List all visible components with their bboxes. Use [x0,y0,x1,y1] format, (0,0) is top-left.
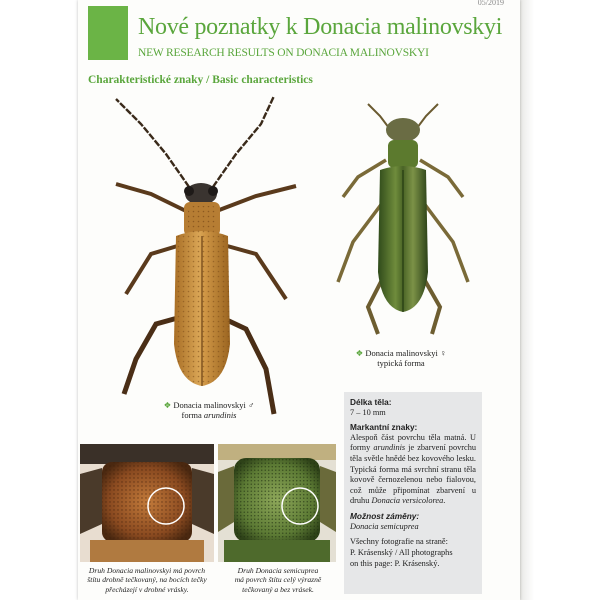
section-heading: Charakteristické znaky / Basic characteristics [88,74,313,86]
magazine-spine [520,0,534,600]
length-heading: Délka těla: [350,397,392,407]
malinovskyi-photo-caption: Druh Donacia malinovskyi má povrch štítu drobně tečkovaný, na bocích tečky přecházejí v drobné vrásky. [87,566,207,594]
semicuprea-photo-caption: Druh Donacia semicuprea má povrch štítu celý výrazně tečkovaný a bez vrásek. [234,566,322,594]
species-info-box [344,392,482,594]
male-beetle-photo [96,94,316,429]
caption-bullet-icon: ❖ [163,400,172,410]
female-beetle-photo [328,102,478,342]
malinovskyi-pronotum-photo [80,444,214,562]
marks-text: Alespoň část povrchu těla matná. U formy arundinis je zbarvení povrchu těla světle hnědé bez kovového lesku. Typická forma má svrchní stranu těla kovově černozelenou nebo fialovou, což může připomínat zbarvení u druhu Donacia versicolorea. [350,432,476,506]
photo-credit: Všechny fotografie na straně: P. Krásenský / All photographs on this page: P. Krásenský. [350,537,453,568]
male-caption [134,400,284,420]
marks-heading: Markantní znaky: [350,422,418,433]
page-title: Nové poznatky k Donacia malinovskyi [138,14,503,40]
length-value: 7 – 10 mm [350,407,386,417]
page-subtitle: NEW RESEARCH RESULTS ON DONACIA MALINOVSKYI [138,47,429,59]
magazine-page [78,0,520,600]
confusion-value: Donacia semicuprea [350,521,419,531]
male-caption-line1: Donacia malinovskyi ♂ [173,400,255,410]
semicuprea-pronotum-photo [218,444,336,562]
page-number: 05/2019 [477,0,504,7]
female-caption-line1: Donacia malinovskyi ♀ [365,348,447,358]
female-caption-line2: typická forma [377,358,425,369]
male-caption-prefix: forma [181,410,204,421]
caption-bullet-icon: ❖ [355,348,364,358]
female-caption [346,348,456,368]
male-caption-form: arundinis [203,410,237,421]
confusion-heading: Možnost záměny: [350,511,420,522]
green-accent-block [88,6,128,60]
